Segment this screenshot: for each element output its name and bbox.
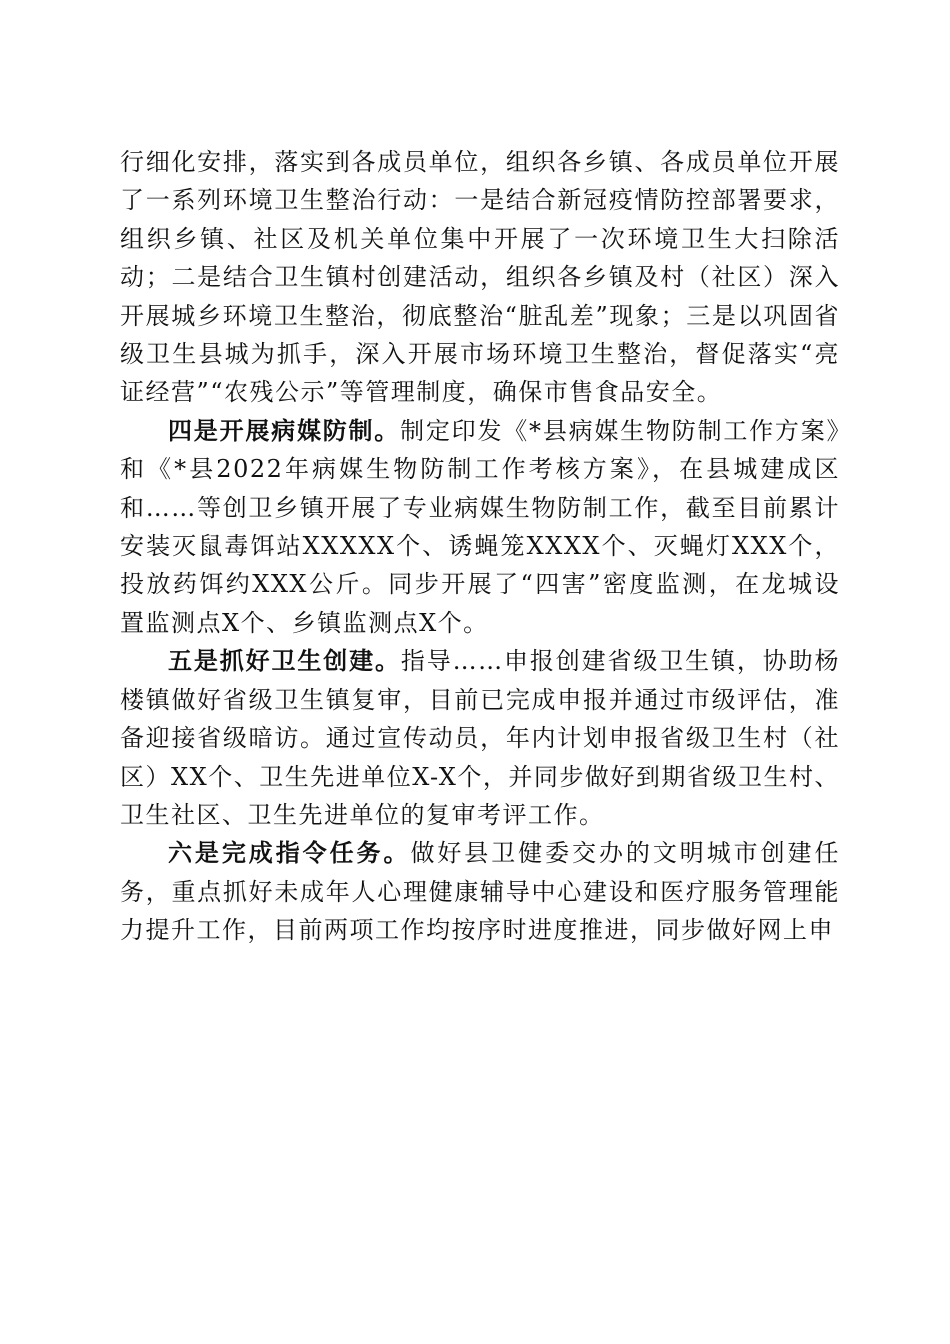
document-page [120, 143, 840, 950]
paragraph-text: 指导……申报创建省级卫生镇，协助杨楼镇做好省级卫生镇复审，目前已完成申报并通过市级评估，准备迎接省级暗访。通过宣传动员，年内计划申报省级卫生村（社区）XX个、卫生先进单位X-X个，并同步做好到期省级卫生村、卫生社区、卫生先进单位的复审考评工作。 [120, 647, 840, 829]
paragraph-lead: 四是开展病媒防制。 [168, 415, 401, 445]
paragraph-lead: 五是抓好卫生创建。 [168, 646, 401, 676]
paragraph-sanitation-creation [120, 642, 840, 834]
paragraph-environment-cleanup [120, 143, 840, 412]
paragraph-text: 制定印发《*县病媒生物防制工作方案》和《*县2022年病媒生物防制工作考核方案》，在县城建成区和……等创卫乡镇开展了专业病媒生物防制工作，截至目前累计安装灭鼠毒饵站XXXXX个、诱蝇笼XXXX个、灭蝇灯XXX个，投放药饵约XXX公斤。同步开展了“四害”密度监测，在龙城设置监测点X个、乡镇监测点X个。 [120, 416, 841, 637]
paragraph-vector-control [120, 412, 840, 642]
paragraph-lead: 六是完成指令任务。 [168, 838, 411, 868]
paragraph-text: 行细化安排，落实到各成员单位，组织各乡镇、各成员单位开展了一系列环境卫生整治行动：一是结合新冠疫情防控部署要求，组织乡镇、社区及机关单位集中开展了一次环境卫生大扫除活动；二是结合卫生镇村创建活动，组织各乡镇及村（社区）深入开展城乡环境卫生整治，彻底整治“脏乱差”现象；三是以巩固省级卫生县城为抓手，深入开展市场环境卫生整治，督促落实“亮证经营”“农残公示”等管理制度，确保市售食品安全。 [120, 148, 840, 407]
paragraph-directive-tasks [120, 834, 840, 949]
paragraph-text: 做好县卫健委交办的文明城市创建任务，重点抓好未成年人心理健康辅导中心建设和医疗服务管理能力提升工作，目前两项工作均按序时进度推进，同步做好网上申 [120, 839, 840, 945]
